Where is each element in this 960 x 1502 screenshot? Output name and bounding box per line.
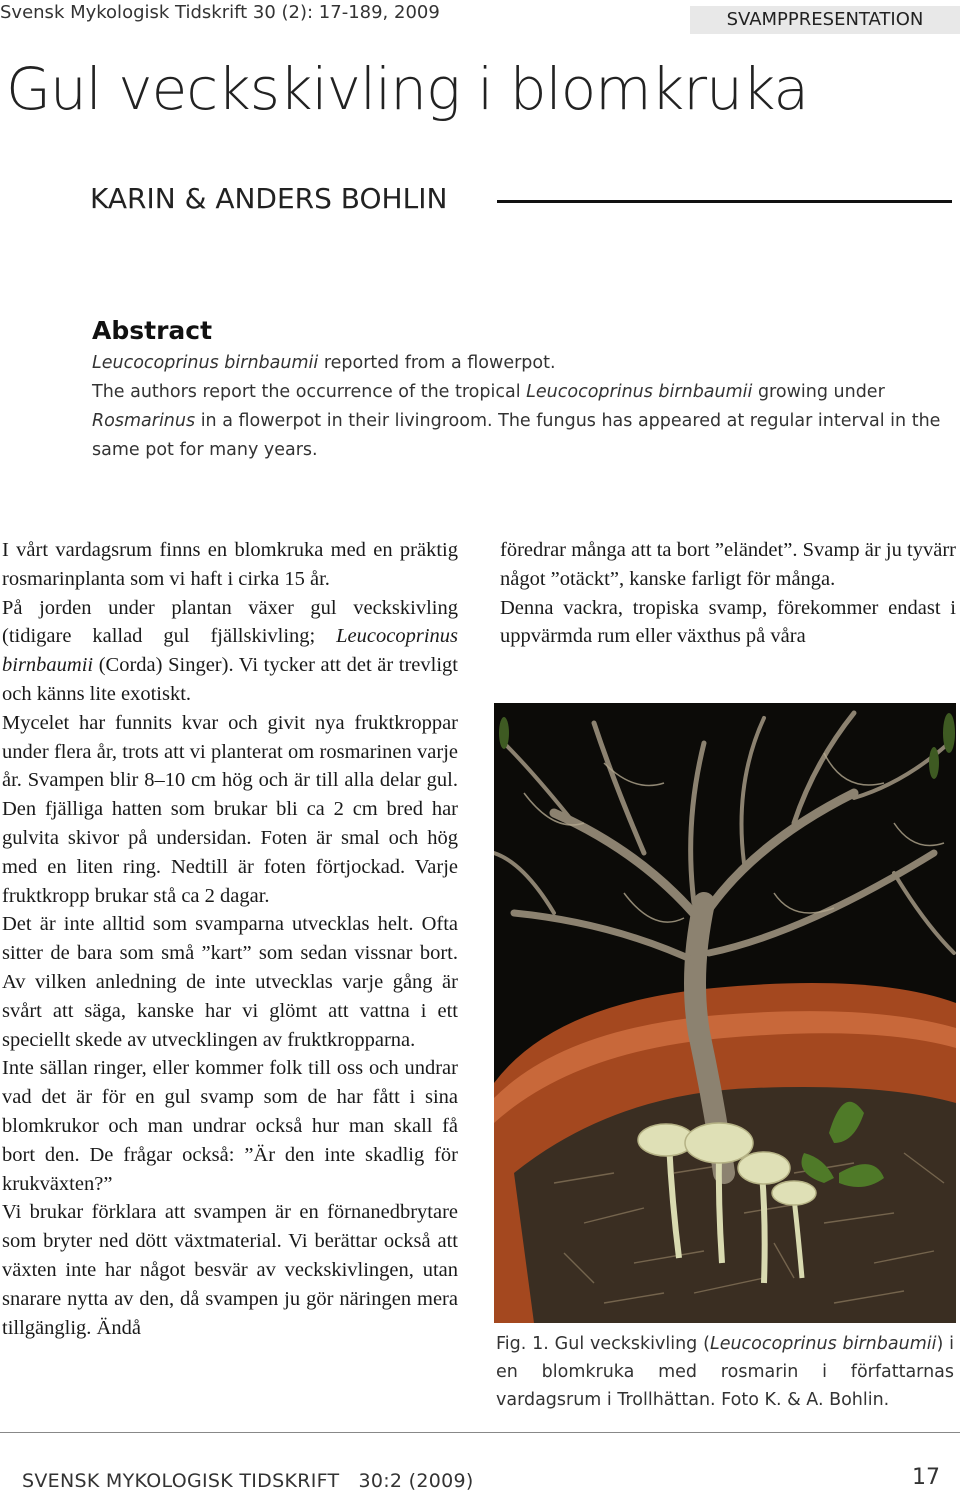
figure-caption bbox=[496, 1330, 954, 1414]
caption-text: Fig. 1. Gul veckskivling ( bbox=[496, 1334, 710, 1354]
body-paragraph: Denna vackra, tropiska svamp, förekommer endast i uppvärmda rum eller växthus på våra bbox=[500, 596, 956, 648]
abstract-section bbox=[92, 316, 952, 465]
body-paragraph: Inte sällan ringer, eller kommer folk till oss och undrar vad det är för en gul svamp som de har fått i sina blomkrukor och man undrar också hur man skall få bort den. De frågar också: ”Är den inte skadlig för krukväxten?” bbox=[2, 1057, 458, 1195]
species-name: Leucocoprinus birnbaumii bbox=[709, 1334, 937, 1354]
section-label: SVAMPPRESENTATION bbox=[690, 6, 960, 34]
species-name: Leucocoprinus birnbaumii bbox=[526, 382, 753, 402]
abstract-text: in a flowerpot in their livingroom. The fungus has appeared at regular interval in the same pot for many years. bbox=[92, 411, 941, 460]
page-number: 17 bbox=[912, 1465, 940, 1490]
article-title: Gul veckskivling i blomkruka bbox=[6, 55, 808, 123]
body-paragraph bbox=[2, 594, 458, 709]
body-column-right bbox=[500, 536, 956, 651]
journal-citation: Svensk Mykologisk Tidskrift 30 (2): 17-189, 2009 bbox=[0, 2, 440, 23]
abstract-title-line bbox=[92, 349, 952, 378]
body-paragraph: Mycelet har funnits kvar och givit nya fruktkroppar under flera år, trots att vi planterat om rosmarinen varje år. Svampen blir 8–10 cm hög och är till alla delar gul. Den fjälliga hatten som brukar bli ca 2 cm bred har gulvita skivor på undersidan. Foten är smal och hög med en liten ring. Nedtill är foten förtjockad. Varje fruktkropp brukar stå ca 2 dagar. bbox=[2, 711, 458, 907]
genus-name: Rosmarinus bbox=[92, 411, 196, 431]
abstract-text: The authors report the occurrence of the tropical bbox=[92, 382, 527, 402]
body-paragraph: Det är inte alltid som svamparna utvecklas helt. Ofta sitter de bara som små ”kart” som sedan vissnar bort. Av vilken anledning de inte utvecklas varje gång är svårt att säga, kanske har vi glömt att vattna i ett speciellt skede av utvecklingen av fruktkropparna. bbox=[2, 913, 458, 1051]
body-column-left bbox=[2, 536, 458, 1342]
caption-text: ) i en blomkruka med rosmarin i författarnas vardagsrum i Trollhättan. Foto K. & A. Bohlin. bbox=[496, 1334, 954, 1410]
species-name: Leucocoprinus birnbaumii bbox=[2, 625, 458, 677]
mushroom-flowerpot-photo bbox=[494, 703, 956, 1323]
abstract-heading: Abstract bbox=[92, 316, 213, 345]
author-rule bbox=[497, 200, 952, 203]
body-text: På jorden under plantan växer gul veckskivling (tidigare kallad gul fjällskivling; bbox=[2, 596, 458, 648]
abstract-body bbox=[92, 378, 952, 465]
abstract-text: growing under bbox=[752, 382, 885, 402]
abstract-text: reported from a flowerpot. bbox=[318, 353, 556, 373]
figure-photo bbox=[494, 703, 956, 1323]
body-paragraph: I vårt vardagsrum finns en blomkruka med en präktig rosmarinplanta som vi haft i cirka 15 år. bbox=[2, 539, 458, 590]
body-paragraph: Vi brukar förklara att svampen är en förnanedbrytare som bryter ned dött växtmaterial. Vi berättar också att växten inte har något besvär av veckskivlingen, utan snarare nytta av den, då svampen ju gör näringen mera tillgänglig. Ändå bbox=[2, 1201, 458, 1339]
footer-journal: SVENSK MYKOLOGISK TIDSKRIFT 30:2 (2009) bbox=[22, 1470, 474, 1492]
body-text: (Corda) Singer). Vi tycker att det är trevligt och känns lite exotiskt. bbox=[2, 654, 458, 705]
body-paragraph: föredrar många att ta bort ”eländet”. Svamp är ju tyvärr något ”otäckt”, kanske farligt för många. bbox=[500, 539, 956, 590]
species-name: Leucocoprinus birnbaumii bbox=[92, 353, 319, 373]
footer-rule bbox=[0, 1432, 960, 1433]
article-authors: KARIN & ANDERS BOHLIN bbox=[90, 182, 448, 215]
